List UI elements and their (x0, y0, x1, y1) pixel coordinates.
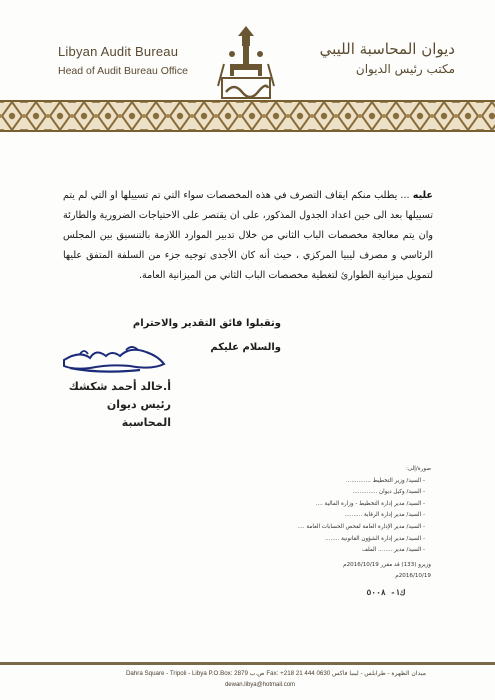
body-lead-word: عليه (412, 190, 433, 201)
closing-regards: وتقبلوا فائق التقدير والاحترام (132, 318, 281, 329)
footer-address: Dahra Square - Tripoli - Libya P.O.Box: 2879 ص.ب Fax: +218 21 444 0630 ميدان الظهرة - طرابلس - ليبيا فاكس (125, 670, 427, 677)
letter-body (63, 186, 433, 286)
cc-heading: صورة/إلى: (406, 466, 431, 472)
cc-date: 2016/10/19م (395, 573, 431, 580)
header-arabic-block (285, 40, 455, 76)
cc-item: - السيد/ مدير ........ الملف (362, 547, 425, 554)
cc-item: - السيد/ مدير إدارة الرقابة .......... (344, 512, 425, 519)
signer-block (61, 378, 171, 432)
signer-title: رئيس ديوان المحاسبة (106, 398, 171, 429)
handwritten-signature (60, 344, 168, 380)
footer-rule (0, 662, 495, 665)
handwritten-reference: ك١- ٥٠٠٨ (366, 587, 405, 597)
header-english-block (58, 44, 218, 77)
org-name-en: Libyan Audit Bureau (58, 44, 179, 59)
office-name-ar: مكتب رئيس الديوان (355, 62, 455, 76)
cc-item: - السيد/ وزير التخطيط .............. (346, 477, 425, 484)
cc-list (281, 464, 431, 599)
cc-item: - السيد/ مدير الإدارة العامة لفحص الحسابات العامة .... (297, 523, 425, 530)
office-name-en: Head of Audit Bureau Office (58, 65, 188, 77)
cc-item: - السيد/ وكيل ديوان .............. (352, 489, 425, 496)
ornamental-band (0, 100, 495, 132)
footer-email: dewan.libya@hotmail.com (224, 682, 296, 688)
audit-bureau-logo (214, 24, 278, 102)
cc-reference: وزيرو (133) قد مقرر 2016/10/19م (343, 561, 431, 568)
body-paragraph: ... يطلب منكم ايقاف التصرف في هذه المخصصات سواء التي تم تسييلها او التي لم يتم تسييلها بعد الى حين اعداد الجدول المذكور، على ان يقتصر على الاحتياجات الضرورية والطارئة وان يتم معالجة مخصصات الباب الثاني من خلال تدبير الموارد اللازمة بالتنسيق بين المجلس الرئاسي و مصرف ليبيا المركزي ، حيث أنه كان الأجدى توجيه جزء من السلفة المتفق عليها لتمويل ميزانية الطوارئ لتغطية مخصصات الباب الثاني من الميزانية العامة. (63, 190, 433, 281)
org-name-ar: ديوان المحاسبة الليبي (319, 40, 455, 58)
cc-item: - السيد/ مدير إدارة التخطيط - وزارة المالية .... (315, 500, 425, 507)
signer-name: أ.خالد أحمد شكشك (68, 380, 171, 393)
closing-salutation: والسلام عليكم (210, 342, 281, 353)
cc-item: - السيد/ مدير إدارة الشؤون القانونية ........ (325, 535, 425, 542)
